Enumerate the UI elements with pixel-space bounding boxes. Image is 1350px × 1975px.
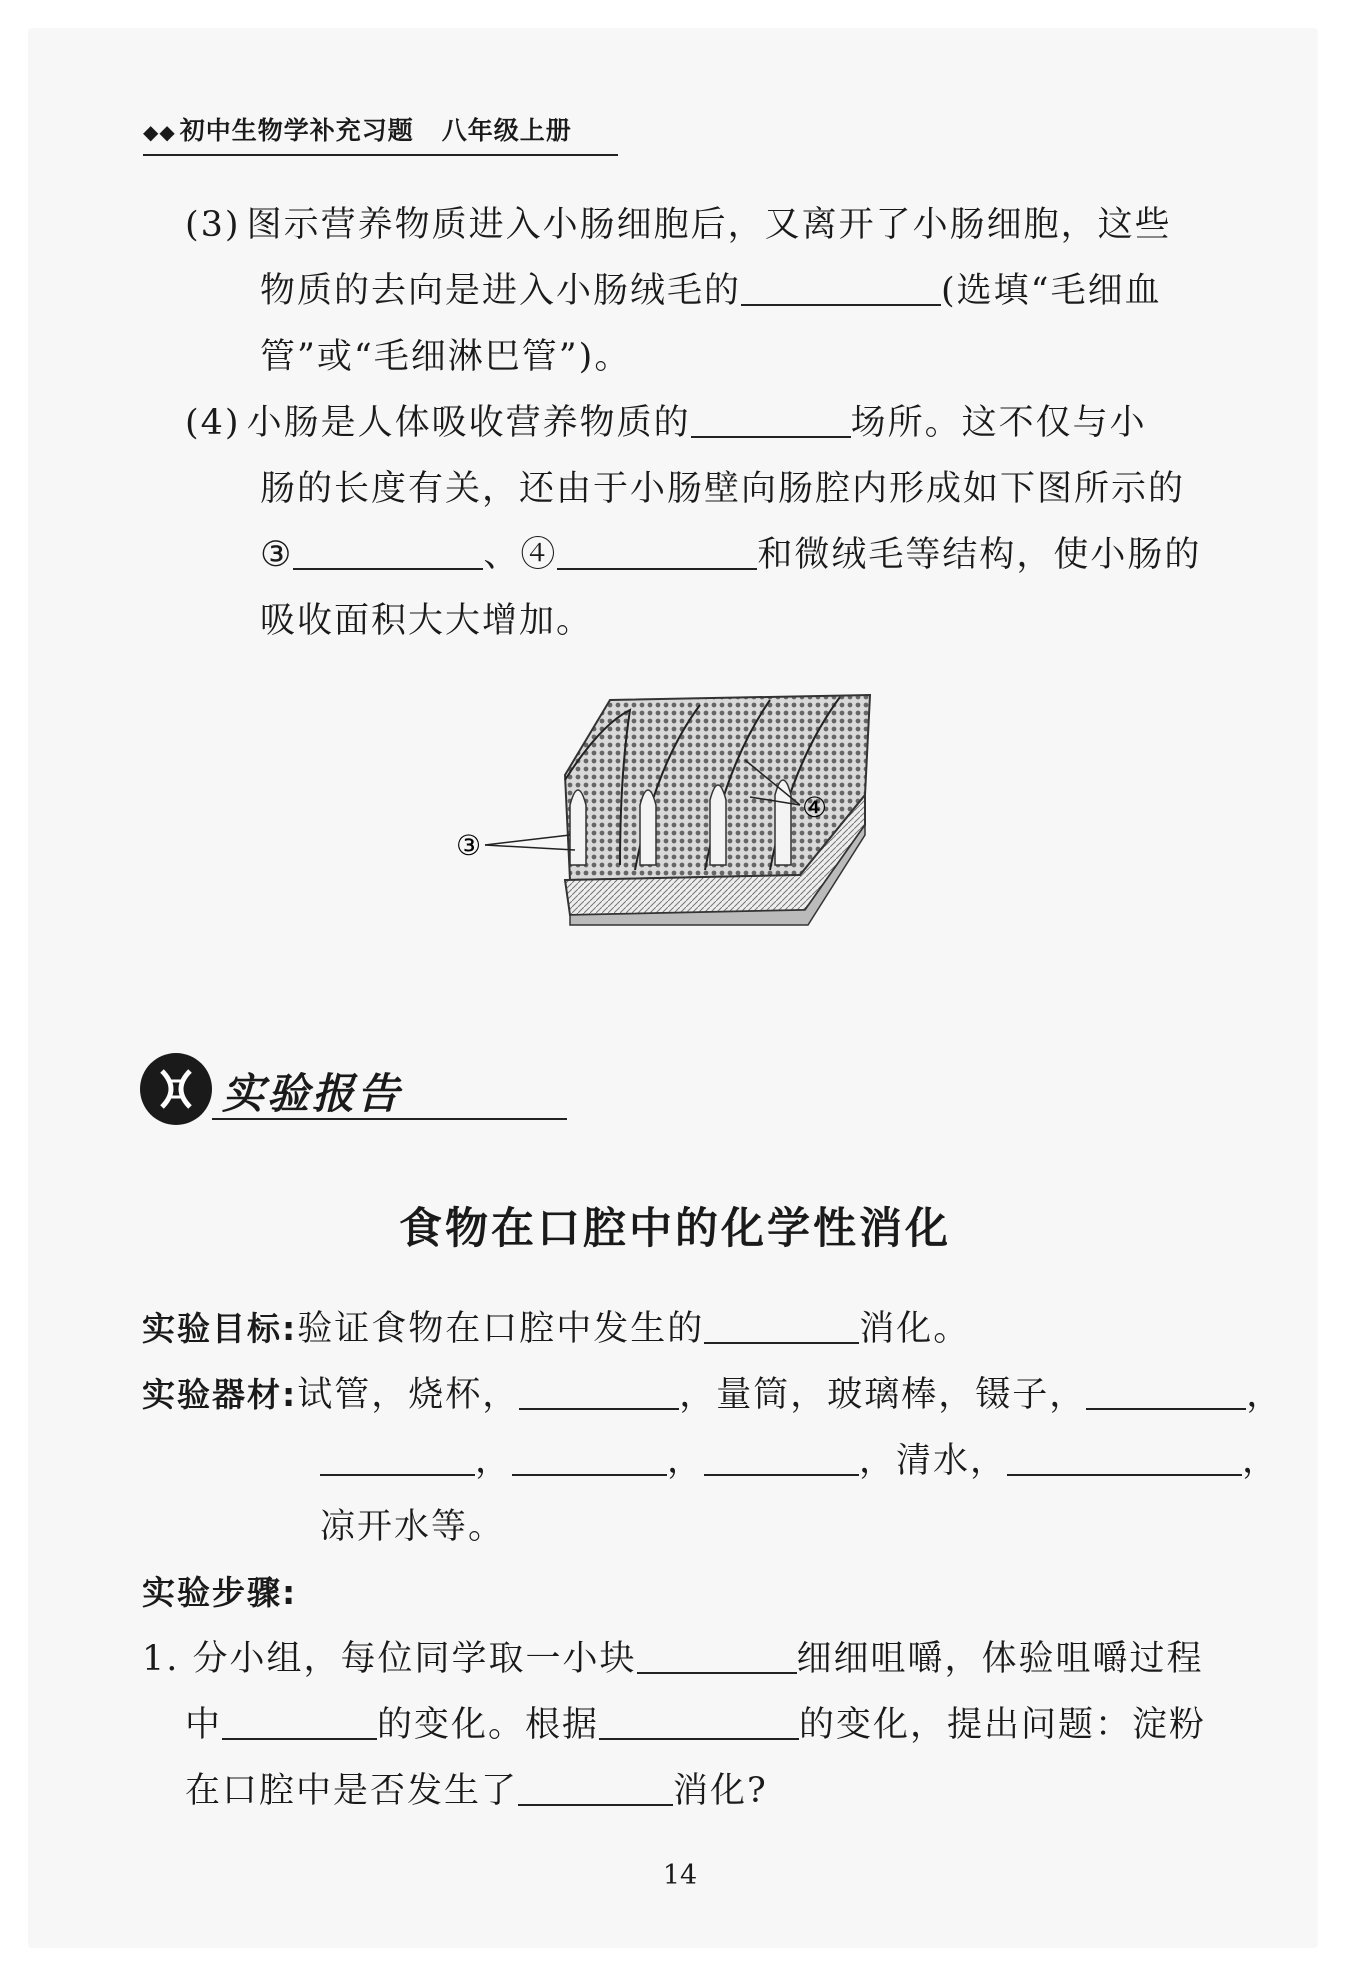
materials-line2: ， ， ，清水， ， [320,1434,1279,1488]
materials-blank-1[interactable] [519,1378,679,1410]
figure-label-4: ④ [802,791,828,824]
step1-blank-1[interactable] [637,1642,797,1674]
step1-blank-3[interactable] [599,1708,799,1740]
q4-blank-4[interactable] [557,538,757,570]
grade-label: 八年级上册 [441,116,572,145]
q4-number: (4) [185,403,241,443]
step1-line3: 在口腔中是否发生了 消化? [185,1771,768,1811]
q4-line3: ③ 、④ 和微绒毛等结构，使小肠的 [260,535,1202,575]
dna-icon [140,1053,212,1125]
materials-blank-4[interactable] [512,1444,667,1476]
q4-blank-3[interactable] [293,538,483,570]
diamond-icon: ◆◆ [143,120,176,144]
q4-line1: (4) 小肠是人体吸收营养物质的 场所。这不仅与小 [185,403,1147,443]
step1-line1: 1. 分小组，每位同学取一小块 细细咀嚼，体验咀嚼过程 [142,1639,1204,1679]
materials-blank-5[interactable] [704,1444,859,1476]
step1-line2: 中 的变化。根据 的变化，提出问题：淀粉 [185,1705,1207,1745]
goal-line: 实验目标:验证食物在口腔中发生的 消化。 [142,1309,971,1349]
step1-blank-2[interactable] [222,1708,377,1740]
materials-blank-3[interactable] [320,1444,475,1476]
running-header [143,112,618,156]
section-underline [212,1118,567,1120]
q4-line2: 肠的长度有关，还由于小肠壁向肠腔内形成如下图所示的 [260,469,1186,509]
materials-blank-6[interactable] [1007,1444,1242,1476]
section-badge [140,1053,420,1125]
materials-line1: 实验器材:试管，烧杯， ，量筒，玻璃棒，镊子， ， [142,1375,1284,1415]
q4-blank-place[interactable] [691,406,851,438]
goal-blank[interactable] [704,1312,859,1344]
page-number: 14 [640,1860,720,1891]
q4-line4: 吸收面积大大增加。 [260,601,594,641]
q3-line3: 管”或“毛细淋巴管”)。 [260,337,632,377]
q3-line2: 物质的去向是进入小肠绒毛的 (选填“毛细血 [260,271,1162,311]
steps-label: 实验步骤: [142,1573,298,1612]
figure-label-3: ③ [456,829,482,862]
materials-line3: 凉开水等。 [320,1507,506,1547]
experiment-title: 食物在口腔中的化学性消化 [399,1204,951,1254]
intestine-wall-figure [456,685,910,950]
step1-blank-4[interactable] [518,1774,673,1806]
materials-blank-2[interactable] [1086,1378,1246,1410]
section-title: 实验报告 [222,1069,403,1118]
q3-line1: (3) 图示营养物质进入小肠细胞后，又离开了小肠细胞，这些 [185,205,1172,245]
materials-label: 实验器材: [142,1375,298,1414]
q3-blank[interactable] [741,274,941,306]
q3-number: (3) [185,205,241,245]
goal-label: 实验目标: [142,1309,298,1348]
book-title: 初中生物学补充习题 [179,116,414,145]
